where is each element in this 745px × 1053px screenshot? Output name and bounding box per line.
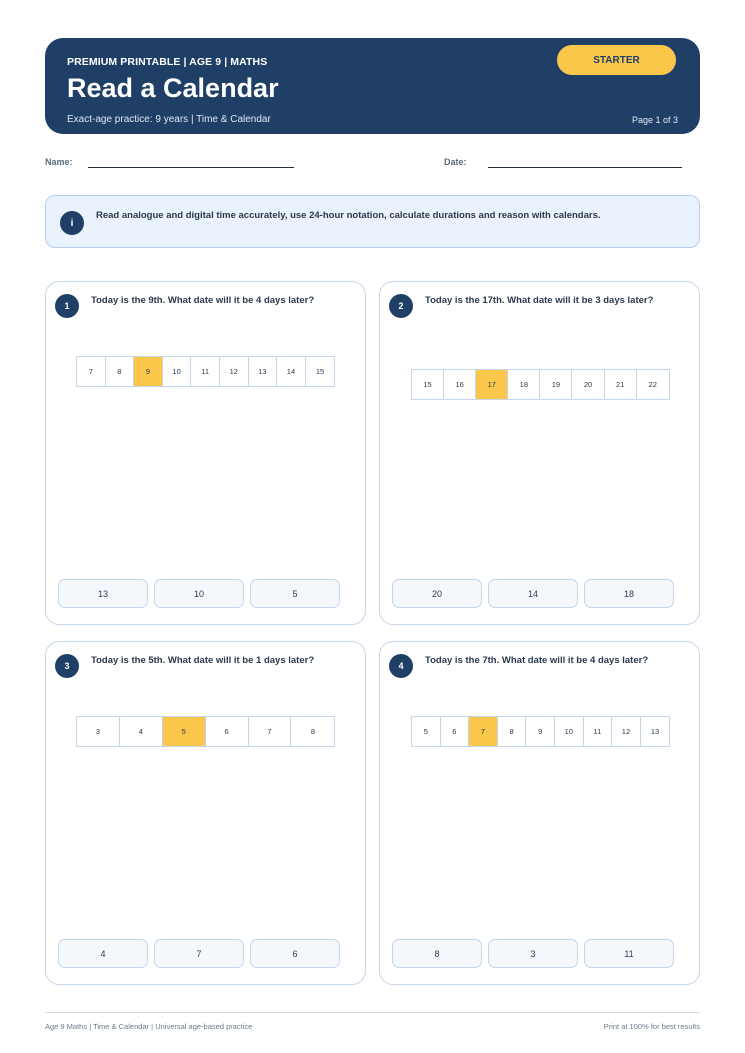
question-text: Today is the 9th. What date will it be 4 days later?: [91, 295, 315, 306]
page-number: Page 1 of 3: [631, 115, 678, 125]
calendar-day: 14: [277, 357, 306, 386]
answer-option[interactable]: 6: [250, 939, 340, 968]
calendar-day: 10: [163, 357, 192, 386]
answer-option[interactable]: 7: [154, 939, 244, 968]
calendar-day: 8: [106, 357, 135, 386]
worksheet-header: [45, 38, 700, 134]
answer-option[interactable]: 11: [584, 939, 674, 968]
answer-options: [392, 579, 674, 608]
calendar-day: 4: [120, 717, 163, 746]
calendar-day: 19: [540, 370, 572, 399]
question-text: Today is the 17th. What date will it be 3 days later?: [425, 295, 654, 306]
answer-option[interactable]: 14: [488, 579, 578, 608]
calendar-day: 22: [648, 380, 657, 389]
question-card-2: [379, 281, 700, 625]
calendar-strip: [76, 356, 335, 387]
calendar-day: 12: [612, 717, 641, 746]
instructions-text: Read analogue and digital time accurately, use 24-hour notation, calculate durations and reason with calendars.: [96, 210, 601, 221]
answer-option[interactable]: 3: [488, 939, 578, 968]
name-line[interactable]: [88, 167, 294, 168]
instructions-box: [45, 195, 700, 248]
calendar-day-today: 17: [476, 370, 508, 399]
calendar-day: 16: [444, 370, 476, 399]
question-text: Today is the 7th. What date will it be 4 days later?: [425, 655, 649, 666]
calendar-day: 13: [249, 357, 278, 386]
date-line[interactable]: [488, 167, 682, 168]
calendar-day: 12: [220, 357, 249, 386]
calendar-strip: [411, 369, 670, 400]
calendar-day: 6: [441, 717, 470, 746]
info-icon: i: [60, 211, 84, 235]
question-number: 2: [389, 294, 413, 318]
question-number: 3: [55, 654, 79, 678]
answer-options: [58, 939, 340, 968]
answer-options: [392, 939, 674, 968]
question-card-4: [379, 641, 700, 985]
calendar-day: 7: [77, 357, 106, 386]
answer-option[interactable]: 10: [154, 579, 244, 608]
answer-option[interactable]: 20: [392, 579, 482, 608]
date-label: Date:: [444, 157, 467, 167]
header-subtitle: Exact-age practice: 9 years | Time & Calendar: [67, 114, 271, 125]
question-text: Today is the 5th. What date will it be 1 days later?: [91, 655, 315, 666]
calendar-day-today: 5: [163, 717, 206, 746]
calendar-day: 3: [77, 717, 120, 746]
calendar-day-today: 9: [134, 357, 163, 386]
calendar-day: 11: [584, 717, 613, 746]
footer-left-text: Age 9 Maths | Time & Calendar | Universal age-based practice: [45, 1022, 253, 1031]
header-kicker: PREMIUM PRINTABLE | AGE 9 | MATHS: [67, 56, 268, 68]
footer-right-text: Print at 100% for best results: [603, 1022, 700, 1031]
calendar-day: 15: [315, 367, 325, 376]
answer-option[interactable]: 8: [392, 939, 482, 968]
calendar-day: 8: [310, 727, 315, 736]
question-card-1: [45, 281, 366, 625]
calendar-day: 13: [650, 727, 660, 736]
calendar-day: 20: [572, 370, 604, 399]
calendar-day: 21: [605, 370, 637, 399]
question-number: 1: [55, 294, 79, 318]
footer-divider: [45, 1012, 700, 1013]
page-title: Read a Calendar: [67, 73, 279, 103]
answer-option[interactable]: 4: [58, 939, 148, 968]
answer-options: [58, 579, 340, 608]
name-label: Name:: [45, 157, 73, 167]
answer-option[interactable]: 5: [250, 579, 340, 608]
answer-option[interactable]: 18: [584, 579, 674, 608]
calendar-day: 7: [249, 717, 292, 746]
answer-option[interactable]: 13: [58, 579, 148, 608]
calendar-day: 8: [498, 717, 527, 746]
calendar-strip: [76, 716, 335, 747]
calendar-day: 5: [412, 717, 441, 746]
calendar-day: 15: [412, 370, 444, 399]
question-card-3: [45, 641, 366, 985]
level-badge: STARTER: [557, 45, 676, 75]
calendar-day-today: 7: [469, 717, 498, 746]
calendar-day: 11: [191, 357, 220, 386]
calendar-strip: [411, 716, 670, 747]
calendar-day: 18: [508, 370, 540, 399]
question-number: 4: [389, 654, 413, 678]
calendar-day: 10: [555, 717, 584, 746]
calendar-day: 9: [526, 717, 555, 746]
calendar-day: 6: [206, 717, 249, 746]
